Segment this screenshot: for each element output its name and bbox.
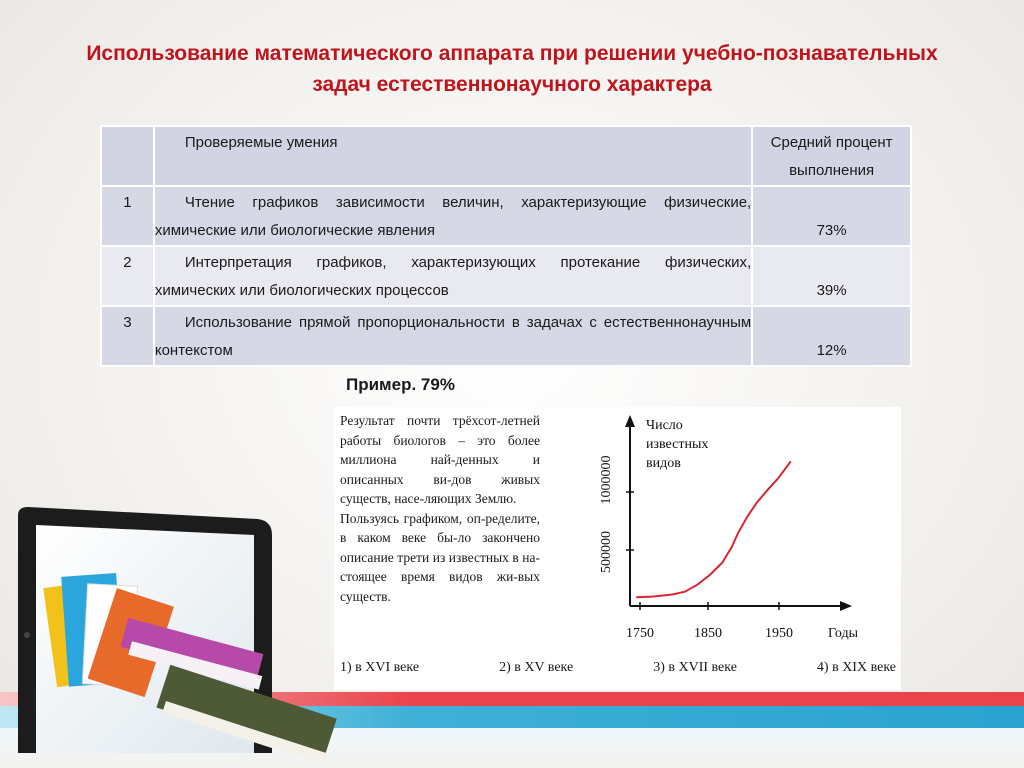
row-pct-cell <box>752 306 911 366</box>
row-num: 1 <box>101 186 154 246</box>
header-skill-cell: Проверяемые умения <box>154 126 752 186</box>
row-pct: 73% <box>816 222 847 239</box>
row-pct: 12% <box>816 342 847 359</box>
task-paragraph-1: Результат почти трёхсот-летней работы биологов – это более миллиона най-денных и описанных ви-дов живых существ, насе-ляющих Землю. <box>340 413 540 506</box>
table-row <box>101 306 911 366</box>
answer-option-3: 3) в XVII веке <box>653 660 737 675</box>
slide-title: Использование математического аппарата при решении учебно-познавательных задач естественнонаучного характера <box>86 42 938 96</box>
y-axis-arrow <box>625 415 635 427</box>
row-num: 2 <box>101 246 154 306</box>
table-row <box>101 246 911 306</box>
row-pct: 39% <box>816 282 847 299</box>
header-pct-line1: Средний процент <box>770 134 893 151</box>
row-pct-cell <box>752 186 911 246</box>
task-box <box>334 407 901 690</box>
row-skill: Чтение графиков зависимости величин, характеризующие физические, химические или биологические явления <box>154 186 752 246</box>
chart-axes <box>599 415 859 641</box>
header-pct-cell <box>752 126 911 186</box>
tablet-books-illustration <box>10 505 340 765</box>
x-tick-label: 1950 <box>765 626 793 641</box>
answer-options <box>340 660 896 676</box>
answer-option-4: 4) в XIX веке <box>816 660 896 675</box>
x-axis-label: Годы <box>828 626 858 641</box>
table-row <box>101 186 911 246</box>
chart-marks <box>636 461 791 597</box>
y-axis-label: Число известных видов <box>646 418 709 471</box>
row-pct-cell <box>752 246 911 306</box>
row-skill: Использование прямой пропорциональности в задачах с естественнонаучным контекстом <box>154 306 752 366</box>
answer-option-2: 2) в XV веке <box>499 660 574 675</box>
series-line <box>636 461 791 597</box>
task-paragraph-2: Пользуясь графиком, оп-ределите, в каком веке бы-ло закончено описание трети из известных в на-стоящее время видов жи-вых существ. <box>340 510 540 604</box>
y-tick-label: 1000000 <box>599 455 614 505</box>
example-label: Пример. 79% <box>346 375 455 394</box>
row-num: 3 <box>101 306 154 366</box>
x-tick-label: 1750 <box>626 626 654 641</box>
row-skill: Интерпретация графиков, характеризующих протекание физических, химических или биологических процессов <box>154 246 752 306</box>
x-tick-label: 1850 <box>694 626 722 641</box>
skills-table <box>100 125 912 367</box>
header-num-cell <box>101 126 154 186</box>
y-tick-label: 500000 <box>599 531 614 573</box>
x-axis-arrow <box>840 601 852 611</box>
header-pct-line2: выполнения <box>789 162 875 179</box>
answer-option-1: 1) в XVI веке <box>340 660 420 675</box>
table-header-row <box>101 126 911 186</box>
species-chart <box>334 407 901 657</box>
